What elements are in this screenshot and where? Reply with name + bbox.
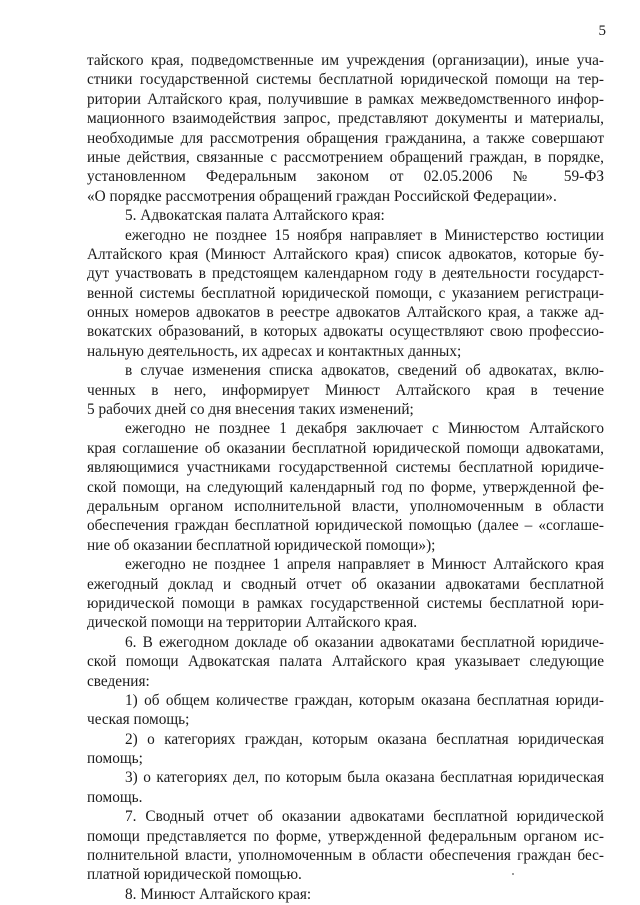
text-line: дической помощи на территории Алтайского края. (87, 614, 418, 632)
text-line: помощь. (87, 788, 143, 806)
text-line: ритории Алтайского края, получившие в рамках межведомственного инфор- (87, 90, 604, 108)
text-line: юридической помощи в рамках государственной системы бесплатной юри- (87, 594, 604, 612)
text-line: необходимые для рассмотрения обращения гражданина, а также совершают (87, 129, 604, 147)
text-line: 5. Адвокатская палата Алтайского края: (125, 207, 385, 225)
text-line: нальную деятельность, их адресах и контактных данных; (87, 342, 462, 360)
text-line: деральным органом исполнительной власти, уполномоченным в области (87, 497, 604, 515)
text-line: 5 рабочих дней со дня внесения таких изменений; (87, 401, 414, 419)
text-line: венной системы бесплатной юридической помощи, с указанием регистраци- (87, 284, 604, 302)
text-line: ежегодно не позднее 15 ноября направляет в Министерство юстиции (125, 226, 604, 244)
text-line: являющимися участниками государственной системы бесплатной юридиче- (87, 459, 604, 477)
text-line: ческая помощь; (87, 711, 190, 729)
text-line: 3) о категориях дел, по которым была оказана бесплатная юридическая (125, 769, 604, 787)
text-line: помощи представляется по форме, утвержденной федеральным органом ис- (87, 827, 604, 845)
text-line: 6. В ежегодном докладе об оказании адвокатами бесплатной юридиче- (125, 633, 604, 651)
text-line: иные действия, связанные с рассмотрением обращений граждан, в порядке, (87, 148, 604, 166)
text-line: ежегодный доклад и сводный отчет об оказании адвокатами бесплатной (87, 575, 604, 593)
text-line: ской помощи Адвокатская палата Алтайского края указывает следующие (87, 653, 604, 671)
text-line: ежегодно не позднее 1 апреля направляет в Минюст Алтайского края (125, 556, 604, 574)
text-line: края соглашение об оказании бесплатной юридической помощи адвокатами, (87, 439, 604, 457)
text-line: тайского края, подведомственные им учреждения (организации), иные уча- (87, 52, 604, 69)
text-line: мационного взаимодействия запрос, представляют документы и материалы, (87, 110, 604, 128)
text-line: ежегодно не позднее 1 декабря заключает с Минюстом Алтайского (125, 420, 604, 438)
text-line: 2) о категориях граждан, которым оказана бесплатная юридическая (125, 730, 604, 748)
text-line: ние об оказании бесплатной юридической помощи»); (87, 536, 436, 554)
text-line: установленном Федеральным законом от 02.05.2006 № 59-ФЗ (87, 168, 604, 186)
text-line: помощь; (87, 750, 143, 768)
text-line: полнительной власти, уполномоченным в области обеспечения граждан бес- (87, 847, 604, 865)
text-line: ской помощи, на следующий календарный год по форме, утвержденной фе- (87, 478, 604, 496)
text-line: дут участвовать в предстоящем календарном году в деятельности государст- (87, 265, 604, 283)
text-line: «О порядке рассмотрения обращений граждан Российской Федерации». (87, 187, 557, 205)
text-line: вокатских образований, в которых адвокаты осуществляют свою профессио- (87, 323, 604, 341)
page-number: 5 (598, 23, 606, 39)
scan-speck (512, 873, 514, 875)
text-line: Алтайского края (Минюст Алтайского края) список адвокатов, которые бу- (87, 245, 604, 263)
text-line: обеспечения граждан бесплатной юридической помощью (далее – «соглаше- (87, 517, 604, 535)
text-line: сведения: (87, 672, 150, 690)
text-line: 1) об общем количестве граждан, которым оказана бесплатная юриди- (125, 691, 604, 709)
document-body (87, 51, 604, 904)
text-line: платной юридической помощью. (87, 866, 302, 884)
text-line: 8. Минюст Алтайского края: (125, 885, 312, 903)
text-line: 7. Сводный отчет об оказании адвокатами бесплатной юридической (125, 808, 604, 826)
text-line: ченных в него, информирует Минюст Алтайского края в течение (87, 381, 604, 399)
text-line: стники государственной системы бесплатной юридической помощи на тер- (87, 71, 604, 89)
text-line: онных номеров адвокатов в реестре адвокатов Алтайского края, а также ад- (87, 304, 604, 322)
text-line: в случае изменения списка адвокатов, сведений об адвокатах, вклю- (125, 362, 604, 380)
